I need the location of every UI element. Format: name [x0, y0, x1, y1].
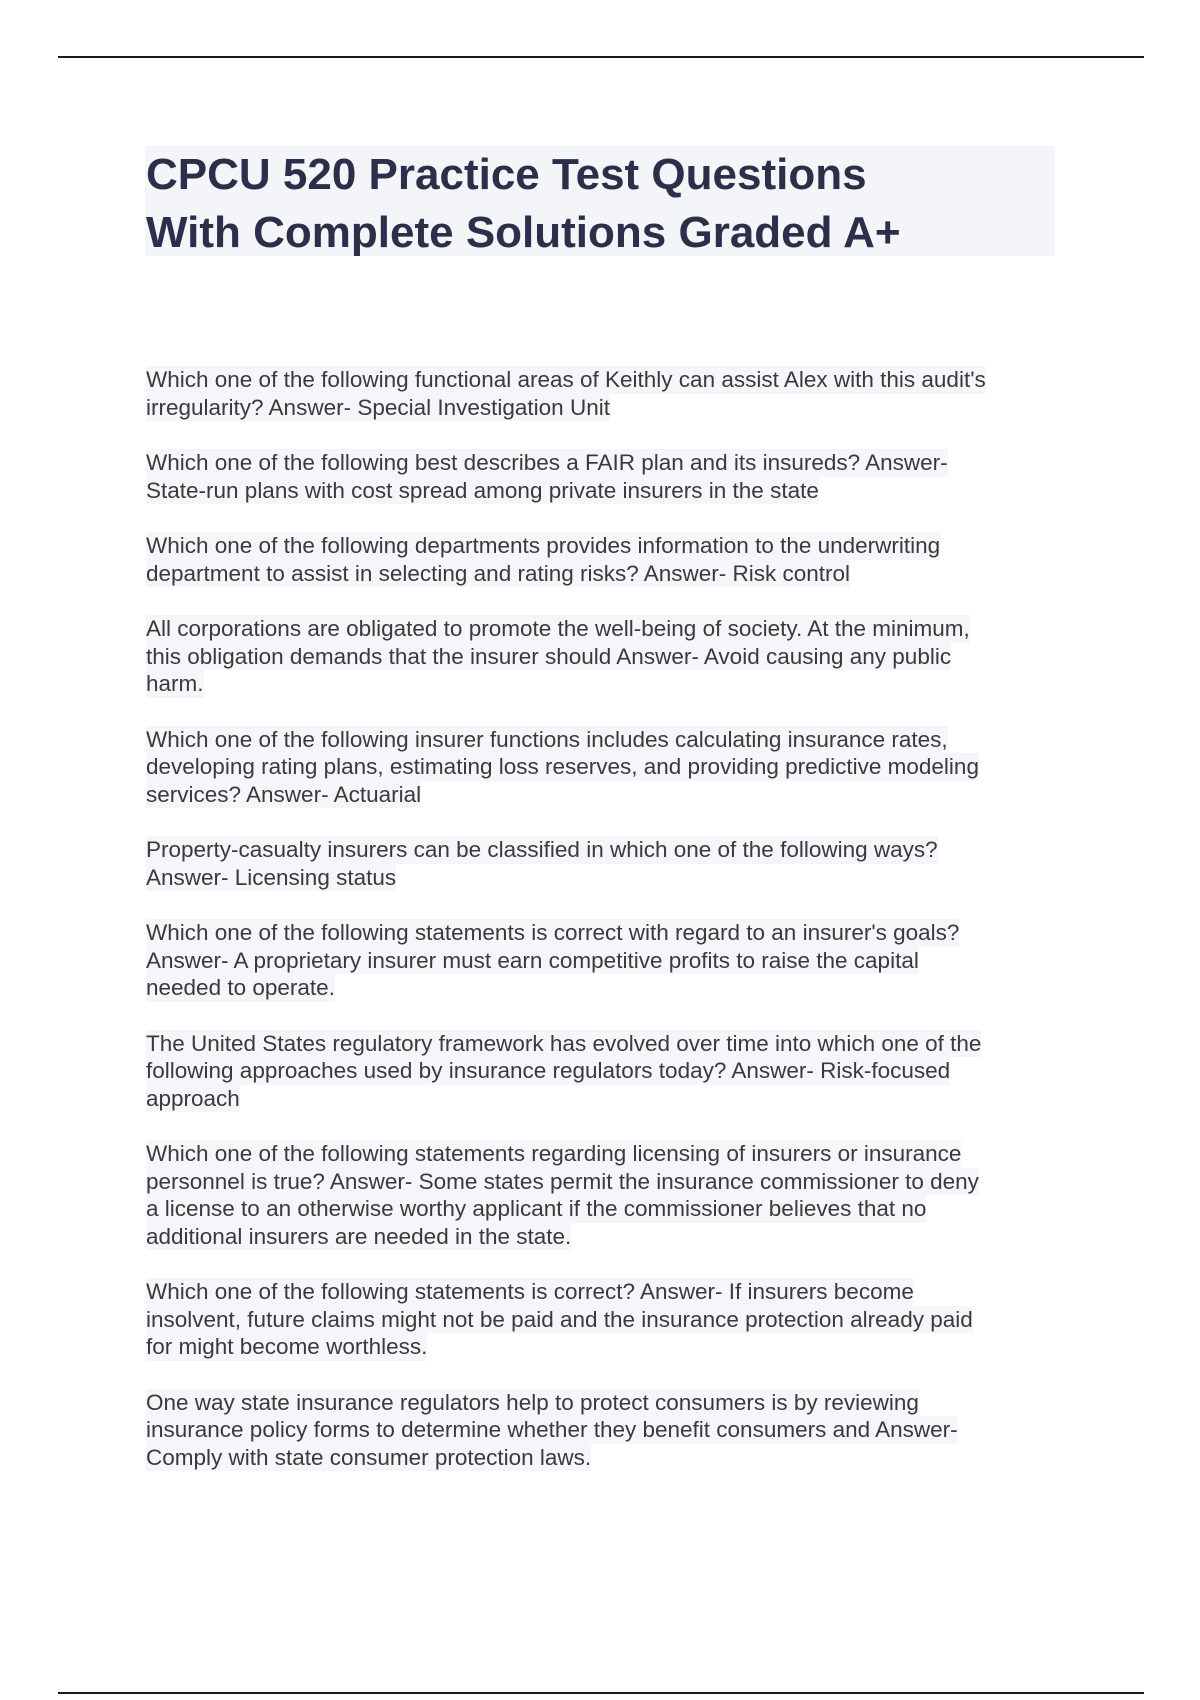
qa-line: The United States regulatory framework has evolved over time into which one of the [146, 1030, 982, 1056]
qa-line: personnel is true? Answer- Some states permit the insurance commissioner to deny [146, 1168, 979, 1194]
qa-item [146, 726, 1066, 809]
qa-item [146, 615, 1066, 698]
qa-item [146, 1140, 1066, 1250]
qa-item [146, 449, 1066, 504]
qa-line: State-run plans with cost spread among private insurers in the state [146, 477, 819, 503]
qa-line: Which one of the following statements is correct? Answer- If insurers become [146, 1279, 914, 1304]
qa-line: Which one of the following statements regarding licensing of insurers or insurance [146, 1141, 962, 1166]
qa-line: All corporations are obligated to promote the well-being of society. At the minimum, [146, 616, 970, 641]
qa-line: One way state insurance regulators help to protect consumers is by reviewing [146, 1389, 919, 1415]
qa-item [146, 919, 1066, 1002]
qa-item [146, 532, 1066, 587]
qa-line: Which one of the following best describes a FAIR plan and its insureds? Answer- [146, 450, 948, 475]
qa-line: insurance policy forms to determine whether they benefit consumers and Answer- [146, 1417, 958, 1442]
question-answer-list [146, 366, 1066, 1499]
bottom-rule [58, 1692, 1144, 1694]
title-line: With Complete Solutions Graded A+ [146, 208, 901, 257]
qa-item [146, 1389, 1066, 1472]
qa-line: services? Answer- Actuarial [146, 781, 422, 807]
qa-line: Which one of the following departments provides information to the underwriting [146, 533, 941, 558]
qa-line: Which one of the following statements is correct with regard to an insurer's goals? [146, 920, 960, 945]
qa-line: Comply with state consumer protection laws. [146, 1444, 592, 1470]
qa-line: Which one of the following insurer functions includes calculating insurance rates, [146, 726, 948, 752]
qa-item [146, 836, 1066, 891]
qa-line: Which one of the following functional areas of Keithly can assist Alex with this audit's [146, 367, 986, 392]
qa-line: this obligation demands that the insurer should Answer- Avoid causing any public [146, 643, 952, 669]
qa-line: for might become worthless. [146, 1334, 428, 1359]
top-rule [58, 56, 1144, 58]
qa-item [146, 1030, 1066, 1113]
title-line: CPCU 520 Practice Test Questions [146, 150, 867, 199]
qa-line: needed to operate. [146, 975, 335, 1000]
qa-item [146, 366, 1066, 421]
qa-line: additional insurers are needed in the state. [146, 1223, 572, 1249]
qa-item [146, 1278, 1066, 1361]
qa-line: department to assist in selecting and rating risks? Answer- Risk control [146, 560, 851, 586]
qa-line: Answer- Licensing status [146, 864, 397, 890]
qa-line: irregularity? Answer- Special Investigation Unit [146, 394, 610, 420]
qa-line: following approaches used by insurance regulators today? Answer- Risk-focused [146, 1058, 951, 1083]
qa-line: approach [146, 1085, 240, 1111]
qa-line: harm. [146, 671, 204, 696]
qa-line: a license to an otherwise worthy applicant if the commissioner believes that no [146, 1196, 927, 1221]
qa-line: insolvent, future claims might not be paid and the insurance protection already paid [146, 1306, 973, 1332]
qa-line: Answer- A proprietary insurer must earn competitive profits to raise the capital [146, 947, 919, 973]
qa-line: developing rating plans, estimating loss reserves, and providing predictive modeling [146, 754, 979, 779]
page-title [146, 146, 1046, 262]
qa-line: Property-casualty insurers can be classified in which one of the following ways? [146, 837, 938, 862]
